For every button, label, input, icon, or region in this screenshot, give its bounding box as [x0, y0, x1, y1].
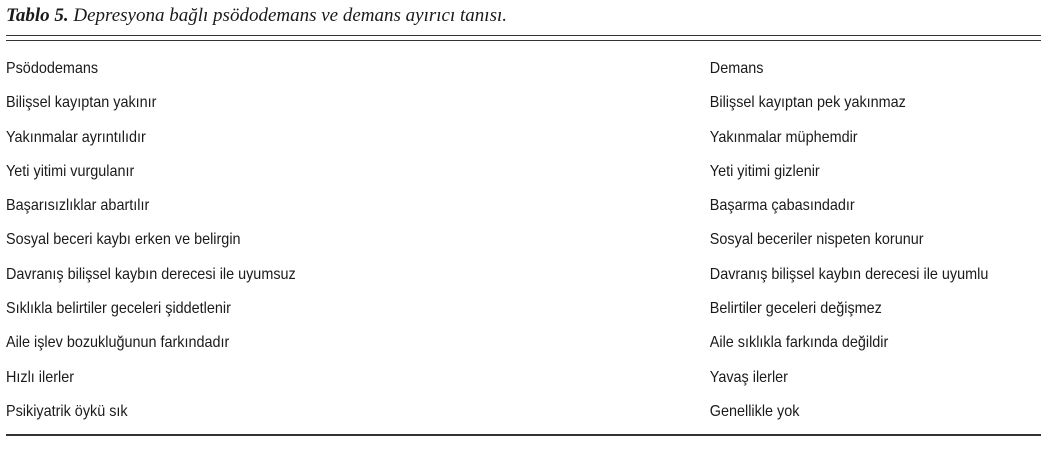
column-header-demans: Demans	[709, 60, 764, 77]
table-row	[6, 326, 938, 360]
table-cell: Davranış bilişsel kaybın derecesi ile uyumlu	[709, 265, 989, 283]
table-cell: Yavaş ilerler	[709, 368, 788, 386]
table-cell: Belirtiler geceleri değişmez	[709, 300, 882, 318]
table-cell: Başarma çabasındadır	[709, 197, 855, 215]
top-rule-lower	[6, 40, 1041, 41]
table-row	[6, 155, 938, 189]
table-cell: Yeti yitimi vurgulanır	[6, 162, 135, 180]
bottom-rule	[6, 434, 1041, 436]
table-header-row	[6, 52, 938, 86]
table-row	[6, 292, 938, 326]
table-caption-label: Tablo 5.	[6, 5, 69, 26]
table-cell: Bilişsel kayıptan yakınır	[6, 94, 157, 112]
table-row	[6, 258, 989, 292]
table-caption-text: Depresyona bağlı psödodemans ve demans ayırıcı tanısı.	[68, 5, 507, 26]
table-cell: Aile sıklıkla farkında değildir	[709, 334, 889, 352]
table-row	[6, 223, 938, 257]
top-rule-upper	[6, 35, 1041, 36]
table-cell: Davranış bilişsel kaybın derecesi ile uyumsuz	[6, 265, 296, 283]
differential-diagnosis-table	[6, 52, 989, 429]
table-cell: Yakınmalar ayrıntılıdır	[6, 128, 146, 146]
table-cell: Genellikle yok	[709, 402, 800, 420]
table-row	[6, 121, 938, 155]
table-caption	[6, 4, 507, 28]
table-cell: Aile işlev bozukluğunun farkındadır	[6, 334, 230, 352]
table-cell: Yeti yitimi gizlenir	[709, 162, 820, 180]
table-cell: Sıklıkla belirtiler geceleri şiddetlenir	[6, 300, 231, 318]
table-row	[6, 361, 938, 395]
table-cell: Bilişsel kayıptan pek yakınmaz	[709, 94, 906, 112]
table-cell: Başarısızlıklar abartılır	[6, 197, 150, 215]
table-cell: Yakınmalar müphemdir	[709, 128, 858, 146]
table-row	[6, 189, 938, 223]
table-cell: Hızlı ilerler	[6, 368, 75, 386]
table-cell: Sosyal beceriler nispeten korunur	[709, 231, 924, 249]
column-header-psododemans: Psödodemans	[6, 60, 99, 77]
table-row	[6, 395, 938, 429]
table-cell: Sosyal beceri kaybı erken ve belirgin	[6, 231, 241, 249]
table-row	[6, 86, 938, 120]
table-cell: Psikiyatrik öykü sık	[6, 402, 128, 420]
